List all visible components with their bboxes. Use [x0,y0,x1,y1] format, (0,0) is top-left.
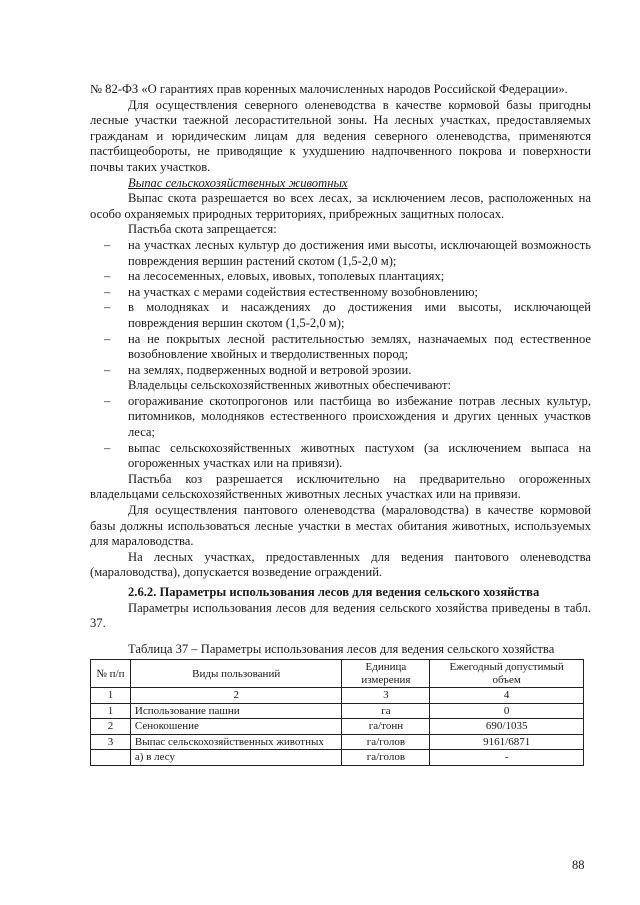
table-row [91,703,584,719]
table-cell: 1 [91,703,131,719]
table-cell: 4 [430,688,584,704]
table-header-row [91,660,584,688]
table-cell: га [342,703,430,719]
list-item: – на участках с мерами содействия естественному возобновлению; [104,284,479,299]
table-cell: а) в лесу [130,750,342,766]
list-item: – на участках лесных культур до достижения ими высоты, исключающей возможность повреждения вершин растений скотом (1,5-2,0 м); [104,237,591,268]
document-body [90,82,591,766]
paragraph-goat-grazing: Пастьба коз разрешается исключительно на предварительно огороженных владельцами сельскохозяйственных животных лесных участках или на привязи. [90,471,591,502]
table-numbering-row [91,688,584,704]
list-item: – огораживание скотопрогонов или пастбища во избежание потрав лесных культур, питомников, молодняков естественного происхождения и других ценных участков леса; [104,393,591,440]
header-unit: Единица измерения [342,660,430,688]
page-number: 88 [572,858,585,872]
table-cell: 690/1035 [430,719,584,735]
dash-bullet: – [104,393,111,408]
table-cell: 2 [91,719,131,735]
table-cell: га/тонн [342,719,430,735]
table-cell: 9161/6871 [430,734,584,750]
table-cell: га/голов [342,750,430,766]
paragraph-parameters: Параметры использования лесов для ведения сельского хозяйства приведены в табл. 37. [90,600,591,631]
subheading-livestock-grazing: Выпас сельскохозяйственных животных [128,175,348,190]
table-cell: Сенокошение [130,719,342,735]
paragraph-law-reference: № 82-ФЗ «О гарантиях прав коренных малочисленных народов Российской Федерации». [90,82,568,96]
table-caption: Таблица 37 – Параметры использования лесов для ведения сельского хозяйства [128,641,555,656]
list-item: – выпас сельскохозяйственных животных пастухом (за исключением выпаса на огороженных участках или на привязи). [104,440,591,471]
table-cell: - [430,750,584,766]
section-title: 2.6.2. Параметры использования лесов для ведения сельского хозяйства [128,585,540,599]
list-item: – на лесосеменных, еловых, ивовых, тополевых плантациях; [104,269,445,284]
table-cell: 1 [91,688,131,704]
owners-list [90,394,591,472]
paragraph-fencing: На лесных участках, предоставленных для ведения пантового оленеводства (мараловодства), допускается возведение ограждений. [90,549,591,580]
dash-bullet: – [104,284,111,299]
table-cell: Выпас сельскохозяйственных животных [130,734,342,750]
table-cell: Использование пашни [130,703,342,719]
paragraph-antler-reindeer: Для осуществления пантового оленеводства (мараловодства) в качестве кормовой базы должны использоваться лесные участки в местах обитания животных, используемых для мараловодства. [90,503,591,549]
dash-bullet: – [104,362,111,377]
table-row [91,750,584,766]
prohibited-list [90,238,591,378]
list-item: – на землях, подверженных водной и ветровой эрозии. [104,362,412,377]
table-cell: 3 [342,688,430,704]
paragraph-owners-provide: Владельцы сельскохозяйственных животных обеспечивают: [128,378,451,393]
parameters-table [90,659,584,766]
paragraph-grazing-prohibited: Пастьба скота запрещается: [128,222,277,237]
header-usage-type: Виды пользований [130,660,342,688]
table-row [91,719,584,735]
table-row [91,734,584,750]
paragraph-northern-reindeer: Для осуществления северного оленеводства в качестве кормовой базы пригодны лесные участки таежной лесорастительной зоны. На лесных участках, предоставляемых гражданам и юридическим лицам для ведения северного оленеводства, применяются пастбищеобороты, не приводящие к ухудшению надпочвенного покрова и поверхности почвы таких участков. [90,97,591,174]
table-cell: 0 [430,703,584,719]
paragraph-grazing-allowed: Выпас скота разрешается во всех лесах, за исключением лесов, расположенных на особо охраняемых природных территориях, прибрежных защитных полосах. [90,191,591,221]
table-cell [91,750,131,766]
list-item: – в молодняках и насаждениях до достижения ими высоты, исключающей повреждения вершин скотом (1,5-2,0 м); [104,300,591,330]
dash-bullet: – [104,300,111,315]
table-cell: га/голов [342,734,430,750]
header-number: № п/п [91,660,131,688]
header-annual-volume: Ежегодный допустимый объем [430,660,584,688]
list-item: – на не покрытых лесной растительностью землях, назначаемых под естественное возобновление хвойных и твердолиственных пород; [104,331,591,362]
dash-bullet: – [104,237,111,252]
dash-bullet: – [104,440,111,455]
dash-bullet: – [104,331,111,346]
table-cell: 3 [91,734,131,750]
table-cell: 2 [130,688,342,704]
dash-bullet: – [104,269,111,284]
